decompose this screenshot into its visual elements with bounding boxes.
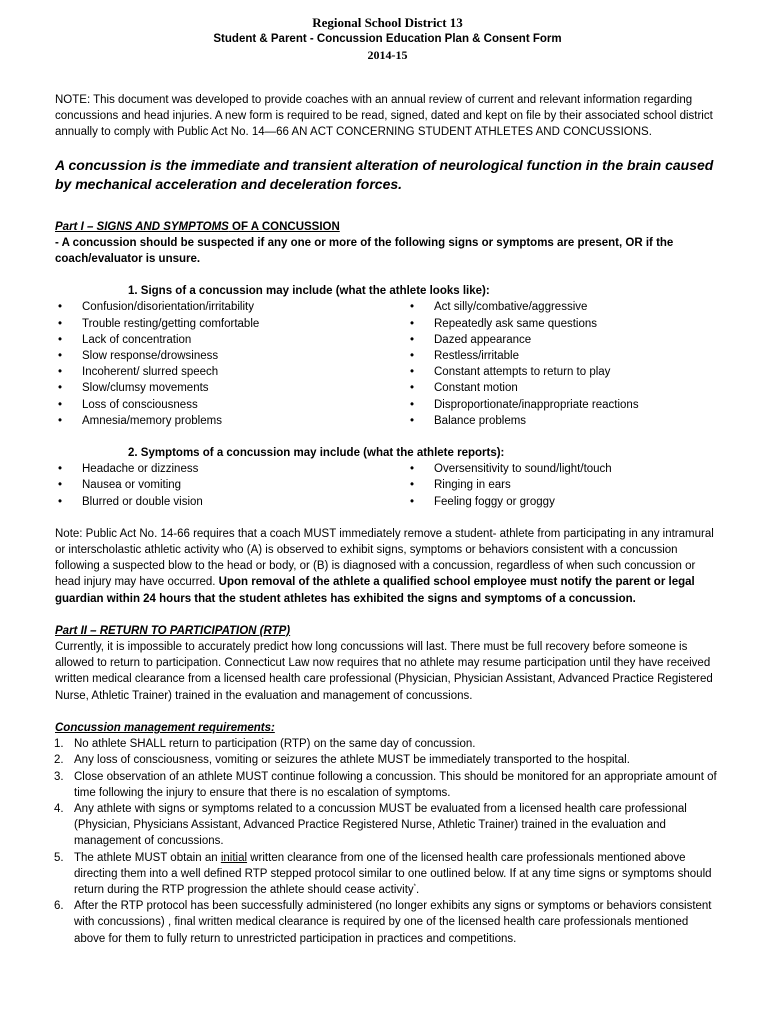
list-item: • Headache or dizziness: [55, 461, 407, 477]
signs-right-column: [407, 299, 639, 429]
management-item: 5. The athlete MUST obtain an initial written clearance from one of the licensed health care professionals mentioned above directing them into a well defined RTP stepped protocol similar to one outlined below. If at any time signs or symptoms should return during the RTP progression the athlete should cease activity*.: [54, 851, 712, 896]
list-item: • Slow response/drowsiness: [55, 348, 407, 364]
list-item: • Confusion/disorientation/irritability: [55, 299, 407, 315]
management-list: [55, 736, 720, 947]
management-item: 2. Any loss of consciousness, vomiting or seizures the athlete MUST be immediately transported to the hospital.: [54, 754, 630, 767]
school-year: 2014-15: [367, 48, 408, 62]
list-item: • Balance problems: [407, 413, 639, 429]
list-item: • Ringing in ears: [407, 477, 612, 493]
list-item: • Constant attempts to return to play: [407, 364, 639, 380]
part1-intro: - A concussion should be suspected if any one or more of the following signs or symptoms are present, OR if the coach/evaluator is unsure.: [55, 236, 674, 266]
part1-heading: [55, 219, 720, 235]
symptoms-list: [55, 461, 720, 510]
management-item: 6. After the RTP protocol has been successfully administered (no longer exhibits any signs or symptoms or behaviors consistent with concussions) , final written medical clearance is required by one of the licensed health care professionals mentioned above for them to fully return to unrestricted participation in practices and competitions.: [54, 900, 712, 945]
management-item: 4. Any athlete with signs or symptoms related to a concussion MUST be evaluated from a licensed health care professional (Physician, Physicians Assistant, Advanced Practice Registered Nurse, Athletic Trainer) trained in the evaluation and management of concussions.: [54, 802, 687, 848]
intro-note: NOTE: This document was developed to provide coaches with an annual review of current and relevant information regarding concussions and head injuries. A new form is required to be read, signed, dated and kept on file by their associated school district annually to comply with Public Act No. 14—66 AN ACT CONCERNING STUDENT ATHLETES AND CONCUSSIONS.: [55, 94, 713, 139]
public-act-note-bold: Upon removal of the athlete a qualified school employee must notify the parent or legal guardian within 24 hours that the student athletes has exhibited the signs and symptoms of a concussion.: [55, 576, 695, 605]
list-item: • Dazed appearance: [407, 332, 639, 348]
list-item: • Incoherent/ slurred speech: [55, 364, 407, 380]
list-item: • Constant motion: [407, 380, 639, 396]
symptoms-left-column: [55, 461, 407, 510]
management-item: 3. Close observation of an athlete MUST continue following a concussion. This should be monitored for an appropriate amount of time following the injury to ensure that there is no escalation of symptoms.: [54, 770, 717, 799]
list-item: • Oversensitivity to sound/light/touch: [407, 461, 612, 477]
part1-heading-main: Part I – SIGNS AND SYMPTOMS: [55, 220, 229, 233]
signs-heading: 1. Signs of a concussion may include (what the athlete looks like):: [128, 285, 490, 298]
management-item: 1. No athlete SHALL return to participation (RTP) on the same day of concussion.: [54, 738, 476, 751]
list-item: • Disproportionate/inappropriate reactions: [407, 397, 639, 413]
district-name: Regional School District 13: [312, 15, 463, 30]
signs-list: [55, 299, 720, 429]
list-item: • Loss of consciousness: [55, 397, 407, 413]
document-header: [55, 14, 720, 63]
list-item: • Amnesia/memory problems: [55, 413, 407, 429]
list-item: • Restless/irritable: [407, 348, 639, 364]
part2-heading: Part II – RETURN TO PARTICIPATION (RTP): [55, 624, 291, 637]
part1-heading-rest: OF A CONCUSSION: [228, 220, 340, 233]
symptoms-right-column: [407, 461, 612, 510]
document-page: [55, 14, 720, 947]
list-item: • Blurred or double vision: [55, 494, 407, 510]
initial-underlined: initial: [220, 851, 248, 864]
footnote-marker: *: [413, 884, 417, 891]
list-item: • Lack of concentration: [55, 332, 407, 348]
list-item: • Trouble resting/getting comfortable: [55, 316, 407, 332]
public-act-note: [55, 526, 720, 607]
list-item: • Slow/clumsy movements: [55, 380, 407, 396]
public-act-note-text: Note: Public Act No. 14-66 requires that a coach MUST immediately remove a student- athlete from participating in any intramural or interscholastic athletic activity who (A) is observed to exhibit signs, symptoms or behaviors consistent with a concussion following a suspected blow to the head or body, or (B) is diagnosed with a concussion, regardless of when such concussion or head injury may have occurred.: [55, 527, 714, 589]
list-item: • Nausea or vomiting: [55, 477, 407, 493]
signs-left-column: [55, 299, 407, 429]
form-title: Student & Parent - Concussion Education Plan & Consent Form: [213, 33, 562, 45]
part2-body: Currently, it is impossible to accurately predict how long concussions will last. There must be full recovery before someone is allowed to return to participation. Connecticut Law now requires that no athlete may resume participation until they have received written medical clearance from a licensed health care professional (Physician, Physician Assistant, Advanced Practice Registered Nurse, Athletic Trainer) trained in the evaluation and management of concussions.: [55, 641, 713, 702]
concussion-definition: A concussion is the immediate and transient alteration of neurological function in the brain caused by mechanical acceleration and deceleration forces.: [55, 156, 714, 192]
symptoms-heading: 2. Symptoms of a concussion may include (what the athlete reports):: [128, 447, 505, 460]
list-item: • Feeling foggy or groggy: [407, 494, 612, 510]
management-heading: Concussion management requirements:: [55, 721, 275, 734]
list-item: • Act silly/combative/aggressive: [407, 299, 639, 315]
list-item: • Repeatedly ask same questions: [407, 316, 639, 332]
